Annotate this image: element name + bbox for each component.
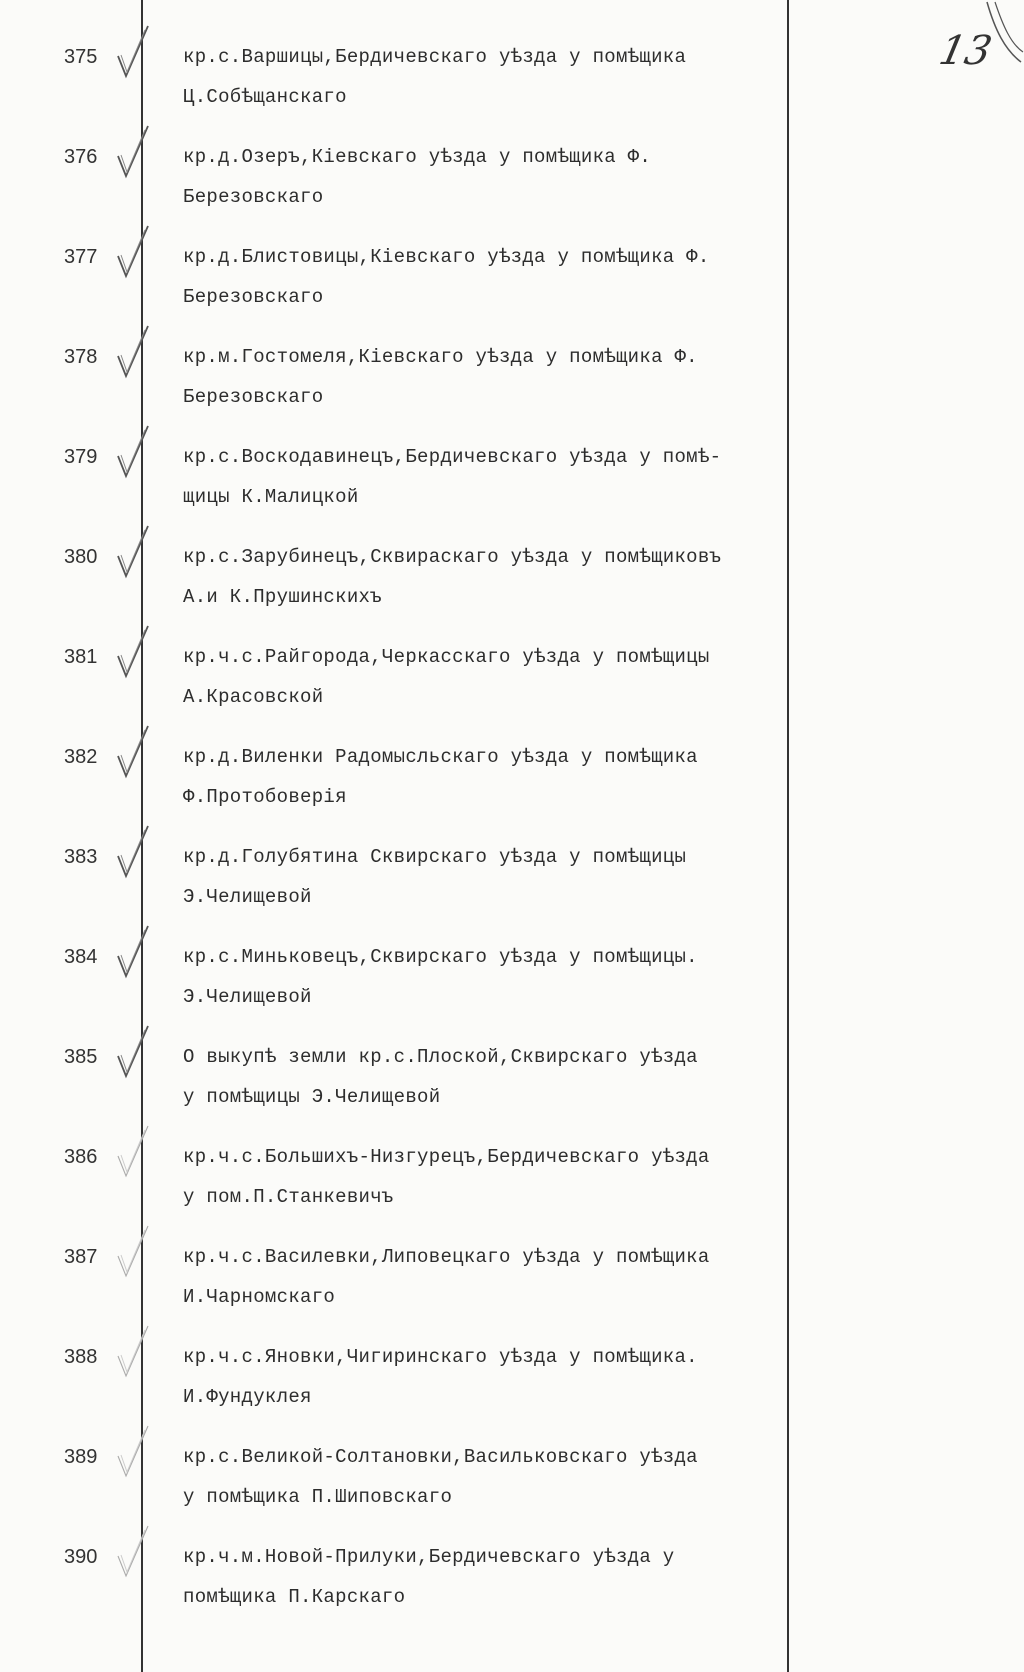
entry-text-line-1: кр.м.Гостомеля,Кіевскаго уѣзда у помѣщика Ф. <box>183 346 698 368</box>
register-entry <box>0 1038 1024 1138</box>
register-entry <box>0 938 1024 1038</box>
entry-text-line-1: кр.с.Воскодавинецъ,Бердичевскаго уѣзда у помѣ- <box>183 446 722 468</box>
checkmark-icon <box>112 422 152 482</box>
entry-text-line-1: кр.ч.с.Большихъ-Низгурецъ,Бердичевскаго уѣзда <box>183 1146 710 1168</box>
entry-text-line-1: О выкупѣ земли кр.с.Плоской,Сквирскаго уѣзда <box>183 1046 698 1068</box>
register-entry <box>0 1138 1024 1238</box>
checkmark-icon <box>112 722 152 782</box>
entry-text-line-2: Э.Челищевой <box>183 886 312 908</box>
checkmark-icon <box>112 1422 152 1482</box>
entry-text-line-2: И.Фундуклея <box>183 1386 312 1408</box>
entry-text-line-2: помѣщика П.Карскаго <box>183 1586 406 1608</box>
entry-text-line-1: кр.д.Виленки Радомысльскаго уѣзда у помѣщика <box>183 746 698 768</box>
entry-number: 385 <box>64 1046 98 1068</box>
entry-number: 379 <box>64 446 98 468</box>
handwritten-page-number: 13 <box>935 28 996 74</box>
register-entry <box>0 1238 1024 1338</box>
register-entry <box>0 1538 1024 1638</box>
register-entry <box>0 738 1024 838</box>
entry-text-line-1: кр.ч.м.Новой-Прилуки,Бердичевскаго уѣзда у <box>183 1546 675 1568</box>
checkmark-icon <box>112 122 152 182</box>
entry-number: 377 <box>64 246 98 268</box>
entry-text-line-1: кр.с.Великой-Солтановки,Васильковскаго уѣзда <box>183 1446 698 1468</box>
checkmark-icon <box>112 1222 152 1282</box>
checkmark-icon <box>112 522 152 582</box>
entry-number: 389 <box>64 1446 98 1468</box>
entry-text-line-1: кр.ч.с.Яновки,Чигиринскаго уѣзда у помѣщика. <box>183 1346 698 1368</box>
checkmark-icon <box>112 222 152 282</box>
entry-text-line-1: кр.с.Миньковецъ,Сквирскаго уѣзда у помѣщицы. <box>183 946 698 968</box>
entry-text-line-1: кр.ч.с.Райгорода,Черкасскаго уѣзда у помѣщицы <box>183 646 710 668</box>
checkmark-icon <box>112 1022 152 1082</box>
entry-text-line-2: у помѣщика П.Шиповскаго <box>183 1486 453 1508</box>
checkmark-icon <box>112 822 152 882</box>
entry-text-line-2: у пом.П.Станкевичъ <box>183 1186 394 1208</box>
entry-text-line-1: кр.д.Блистовицы,Кіевскаго уѣзда у помѣщика Ф. <box>183 246 710 268</box>
checkmark-icon <box>112 1122 152 1182</box>
entry-text-line-2: И.Чарномскаго <box>183 1286 336 1308</box>
entry-text-line-2: у помѣщицы Э.Челищевой <box>183 1086 441 1108</box>
entry-text-line-1: кр.д.Озеръ,Кіевскаго уѣзда у помѣщика Ф. <box>183 146 652 168</box>
checkmark-icon <box>112 22 152 82</box>
register-entry <box>0 638 1024 738</box>
entry-number: 381 <box>64 646 98 668</box>
checkmark-icon <box>112 322 152 382</box>
register-entry <box>0 38 1024 138</box>
register-entry <box>0 438 1024 538</box>
entry-text-line-2: А.и К.Прушинскихъ <box>183 586 382 608</box>
entry-number: 376 <box>64 146 98 168</box>
entry-text-line-2: Березовскаго <box>183 186 324 208</box>
entry-number: 387 <box>64 1246 98 1268</box>
entry-text-line-2: А.Красовской <box>183 686 324 708</box>
entry-text-line-2: Э.Челищевой <box>183 986 312 1008</box>
entry-text-line-2: Березовскаго <box>183 386 324 408</box>
register-entries <box>0 38 1024 1638</box>
entry-text-line-2: Ц.Собѣщанскаго <box>183 86 347 108</box>
entry-text-line-2: Березовскаго <box>183 286 324 308</box>
register-entry <box>0 1338 1024 1438</box>
checkmark-icon <box>112 1522 152 1582</box>
entry-number: 386 <box>64 1146 98 1168</box>
entry-text-line-1: кр.д.Голубятина Сквирскаго уѣзда у помѣщицы <box>183 846 687 868</box>
entry-text-line-1: кр.с.Варшицы,Бердичевскаго уѣзда у помѣщика <box>183 46 687 68</box>
register-entry <box>0 338 1024 438</box>
entry-text-line-2: щицы К.Малицкой <box>183 486 359 508</box>
entry-number: 388 <box>64 1346 98 1368</box>
entry-number: 383 <box>64 846 98 868</box>
checkmark-icon <box>112 622 152 682</box>
checkmark-icon <box>112 922 152 982</box>
entry-number: 380 <box>64 546 98 568</box>
entry-number: 378 <box>64 346 98 368</box>
entry-number: 390 <box>64 1546 98 1568</box>
register-entry <box>0 538 1024 638</box>
entry-number: 375 <box>64 46 98 68</box>
entry-text-line-1: кр.ч.с.Василевки,Липовецкаго уѣзда у помѣщика <box>183 1246 710 1268</box>
checkmark-icon <box>112 1322 152 1382</box>
entry-number: 384 <box>64 946 98 968</box>
register-entry <box>0 238 1024 338</box>
entry-text-line-1: кр.с.Зарубинецъ,Сквираскаго уѣзда у помѣщиковъ <box>183 546 722 568</box>
entry-text-line-2: Ф.Протобоверія <box>183 786 347 808</box>
register-entry <box>0 1438 1024 1538</box>
register-entry <box>0 138 1024 238</box>
register-entry <box>0 838 1024 938</box>
entry-number: 382 <box>64 746 98 768</box>
